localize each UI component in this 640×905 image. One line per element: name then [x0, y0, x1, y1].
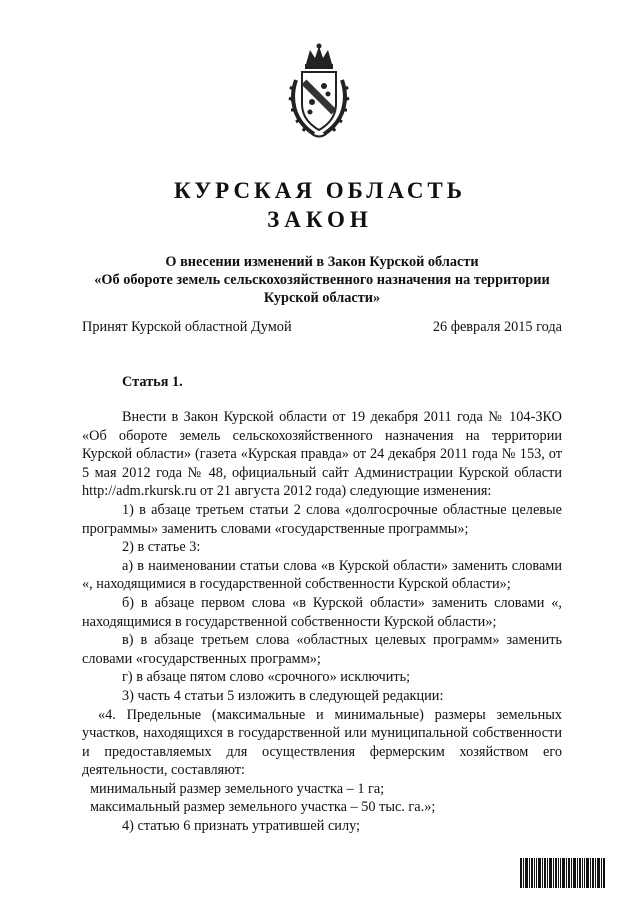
paragraph: Внести в Закон Курской области от 19 декабря 2011 года № 104-ЗКО «Об обороте земель сельскохозяйственного назначения на территории Курской области» (газета «Курская правда» от 24 декабря 2011 года № 153, от 5 мая 2012 года № 48, официальный сайт Администрации Курской области http://adm.rkursk.ru от 21 августа 2012 года) следующие изменения: — [82, 409, 562, 500]
paragraph: «4. Предельные (максимальные и минимальные) размеры земельных участков, находящихся в государственной или муниципальной собственности и предоставляемых для осуществления фермерским хозяйством его деятельности, составляют: — [82, 706, 562, 779]
adoption-date: 26 февраля 2015 года — [432, 319, 562, 335]
coat-of-arms-emblem — [288, 42, 350, 140]
article-body — [82, 408, 562, 836]
paragraph: г) в абзаце пятом слово «срочного» исключить; — [122, 669, 411, 686]
paragraph: б) в абзаце первом слова «в Курской области» заменить словами «, находящимися в государственной собственности Курской области»; — [82, 594, 562, 630]
paragraph: 2) в статье 3: — [122, 539, 201, 556]
law-subject — [82, 253, 562, 307]
paragraph: в) в абзаце третьем слова «областных целевых программ» заменить словами «государственных программ»; — [82, 632, 562, 667]
adopted-by: Принят Курской областной Думой — [82, 319, 292, 335]
subject-line: Курской области» — [263, 290, 381, 306]
subject-line: «Об обороте земель сельскохозяйственного назначения на территории — [94, 272, 550, 288]
region-title: КУРСКАЯ ОБЛАСТЬ — [174, 178, 466, 203]
paragraph: 1) в абзаце третьем статьи 2 слова «долгосрочные областные целевые программы» заменить словами «государственные программы»; — [82, 501, 562, 537]
article-heading: Статья 1. — [122, 374, 183, 390]
barcode-image — [520, 858, 606, 888]
subject-line: О внесении изменений в Закон Курской области — [165, 254, 479, 270]
paragraph: а) в наименовании статьи слова «в Курской области» заменить словами «, находящимися в государственной собственности Курской области»; — [82, 557, 562, 593]
paragraph: 4) статью 6 признать утратившей силу; — [122, 818, 361, 835]
document-type-title: ЗАКОН — [267, 207, 373, 232]
paragraph: 3) часть 4 статьи 5 изложить в следующей редакции: — [122, 687, 444, 704]
paragraph: максимальный размер земельного участка – 50 тыс. га.»; — [90, 799, 436, 816]
paragraph: минимальный размер земельного участка – 1 га; — [90, 780, 385, 797]
